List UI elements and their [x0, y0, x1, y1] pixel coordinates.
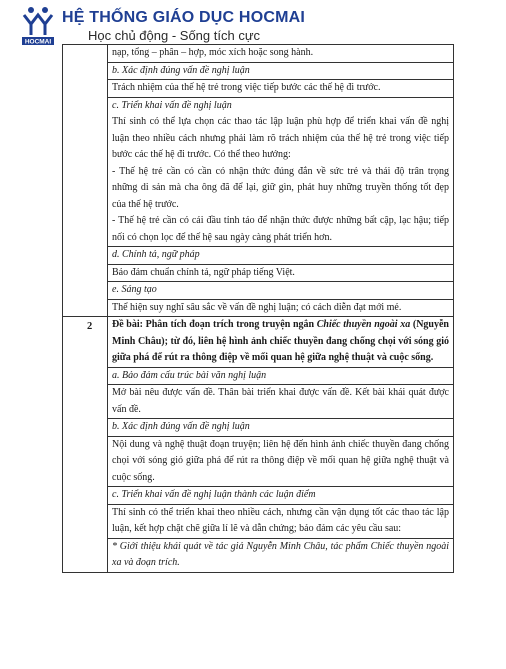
logo-text: HOCMAI [24, 38, 52, 46]
criterion-c-title: c. Triển khai vấn đề nghị luận thành các luận điểm [112, 489, 316, 500]
question-number: 2 [87, 321, 93, 332]
prompt-lead: Đề bài: Phân tích đoạn trích trong truyện ngắn [112, 319, 317, 330]
table-row [63, 45, 454, 63]
prompt-rest: (Nguyễn Minh Châu); từ đó, liên hệ hình ảnh chiếc thuyền đang chống chọi với sóng gió giữa phá để rút ra thông điệp về mối quan hệ giữa nghệ thuật và cuộc sống. [112, 319, 449, 363]
work-title: Chiếc thuyền ngoài xa [316, 319, 411, 330]
criterion-e-title: e. Sáng tạo [112, 284, 157, 295]
structure-continuation: nạp, tổng – phân – hợp, móc xích hoặc song hành. [112, 47, 314, 58]
criterion-a-text: Mở bài nêu được vấn đề. Thân bài triển khai được vấn đề. Kết bài khái quát được vấn đề. [108, 384, 453, 418]
answer-cell [108, 367, 454, 419]
criterion-c-paragraph: Thí sinh có thể lựa chọn các thao tác lập luận phù hợp để triển khai vấn đề nghị luận theo nhiều cách nhưng phải làm rõ trách nhiệm của thế hệ trẻ trong việc tiếp bước các thế hệ đi trước. Có thể theo hướng: [112, 116, 449, 160]
table-row [63, 317, 454, 368]
answer-cell [108, 317, 454, 368]
criterion-d-title: d. Chính tả, ngữ pháp [112, 249, 200, 260]
table-row [63, 487, 454, 573]
answer-cell [108, 282, 454, 317]
question-prompt [108, 317, 453, 367]
answer-cell [108, 247, 454, 282]
table-row [63, 97, 454, 247]
answer-cell [108, 487, 454, 573]
brand-title: HỆ THỐNG GIÁO DỤC HOCMAI [62, 9, 306, 26]
criterion-c-point: - Thế hệ trẻ cần có cần có nhận thức đúng đắn về sức trẻ và thái độ trân trọng những di sản mà cha ông đã để lại, giữ gìn, phát huy những truyền thống tốt đẹp của thế hệ trước. [112, 165, 449, 210]
brand-slogan: Học chủ động - Sống tích cực [88, 28, 261, 43]
criterion-b-title: b. Xác định đúng vấn đề nghị luận [112, 421, 250, 432]
criterion-d-text: Bảo đảm chuẩn chính tả, ngữ pháp tiếng Việt. [108, 264, 453, 282]
page-header [0, 0, 506, 48]
question-number-cell [63, 317, 108, 573]
table-row [63, 80, 454, 98]
criterion-a-title: a. Bảo đảm cấu trúc bài văn nghị luận [112, 369, 267, 381]
criterion-c-title: c. Triển khai vấn đề nghị luận [112, 99, 232, 111]
criterion-b-text: Trách nhiệm của thế hệ trẻ trong việc tiếp bước các thế hệ đi trước. [112, 82, 381, 93]
table-row [63, 62, 454, 80]
criterion-e-text: Thể hiện suy nghĩ sâu sắc về vấn đề nghị luận; có cách diễn đạt mới mẻ. [108, 299, 453, 317]
table-row [63, 247, 454, 282]
answer-cell [108, 419, 454, 487]
criterion-c-point: - Thế hệ trẻ cần có cái đầu tỉnh táo để nhận thức được những bất cập, lạc hậu; tiếp nối có chọn lọc để thế hệ sau ngày càng phát triển hơn. [112, 215, 449, 243]
question-number-cell [63, 45, 108, 317]
answer-table [62, 44, 454, 573]
intro-requirement: * Giới thiệu khái quát về tác giả Nguyễn Minh Châu, tác phẩm Chiếc thuyền ngoài xa và đoạn trích. [108, 538, 453, 572]
criterion-b-text: Nội dung và nghệ thuật đoạn truyện; liên hệ đến hình ảnh chiếc thuyền đang chống chọi với sóng gió giữa phá để rút ra thông điệp về mối quan hệ giữa nghệ thuật và cuộc sống. [108, 436, 453, 487]
table-row [63, 282, 454, 317]
answer-cell [108, 97, 454, 247]
table-row [63, 367, 454, 419]
criterion-c-text: Thí sinh có thể triển khai theo nhiều cách, nhưng cần vận dụng tốt các thao tác lập luận, kết hợp chặt chẽ giữa lí lẽ và dẫn chứng; bảo đảm các yêu cầu sau: [108, 504, 453, 538]
answer-cell [108, 45, 454, 63]
hocmai-logo [22, 6, 54, 46]
table-row [63, 419, 454, 487]
answer-cell [108, 80, 454, 98]
answer-cell [108, 62, 454, 80]
criterion-b-title: b. Xác định đúng vấn đề nghị luận [112, 64, 250, 76]
